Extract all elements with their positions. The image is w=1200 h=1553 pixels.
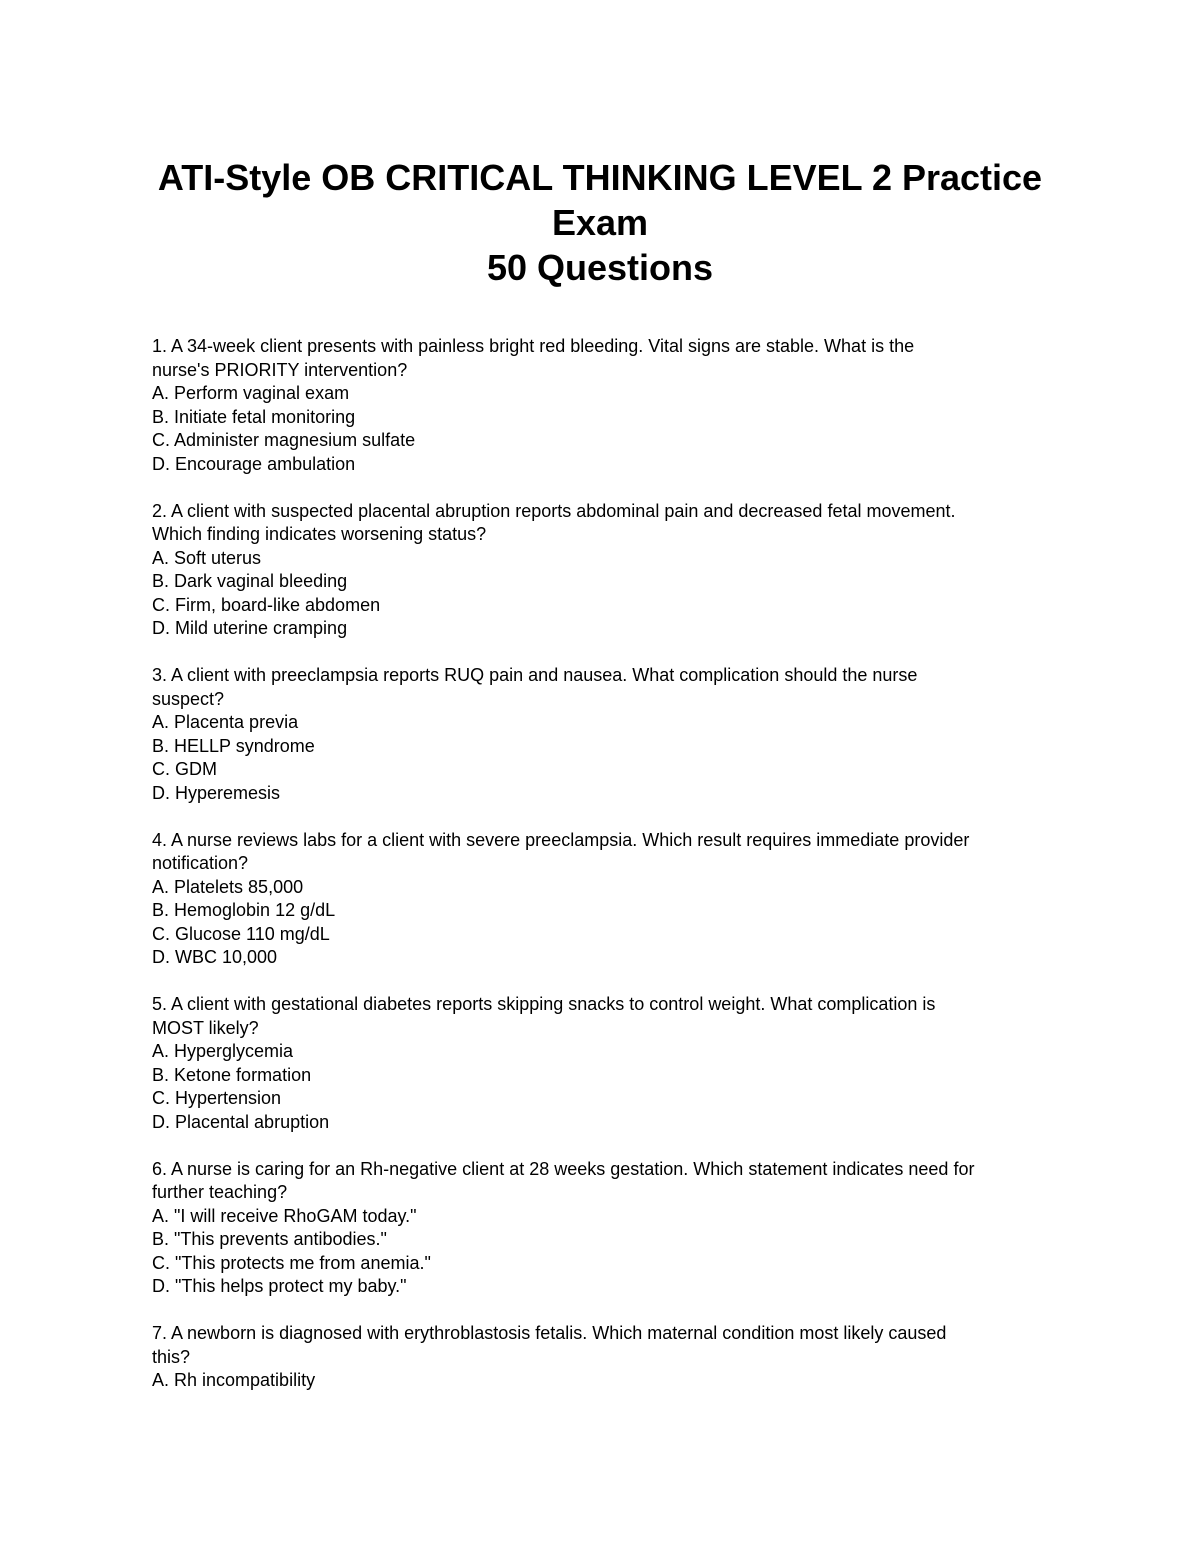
question-stem: 1. A 34-week client presents with painless bright red bleeding. Vital signs are stable. What is the <box>152 336 915 356</box>
question-1 <box>152 335 1072 476</box>
answer-option: B. HELLP syndrome <box>152 735 315 756</box>
question-stem: 6. A nurse is caring for an Rh-negative client at 28 weeks gestation. Which statement indicates need for <box>152 1158 975 1179</box>
answer-option: B. Hemoglobin 12 g/dL <box>152 900 336 920</box>
answer-option: A. "I will receive RhoGAM today." <box>152 1205 417 1226</box>
question-3 <box>152 664 1072 805</box>
title-line: ATI-Style OB CRITICAL THINKING LEVEL 2 Practice <box>157 157 1043 198</box>
answer-option: C. Firm, board-like abdomen <box>152 594 381 615</box>
question-stem: nurse's PRIORITY intervention? <box>152 359 408 380</box>
answer-option: C. Hypertension <box>152 1088 282 1108</box>
answer-option: C. Administer magnesium sulfate <box>152 430 416 450</box>
answer-option: A. Rh incompatibility <box>152 1370 316 1390</box>
answer-option: A. Platelets 85,000 <box>152 876 304 897</box>
answer-option: B. Dark vaginal bleeding <box>152 571 348 591</box>
answer-option: D. "This helps protect my baby." <box>152 1276 407 1296</box>
answer-option: A. Hyperglycemia <box>152 1041 294 1061</box>
question-stem: further teaching? <box>152 1182 288 1202</box>
answer-option: B. "This prevents antibodies." <box>152 1229 387 1249</box>
question-stem: 2. A client with suspected placental abruption reports abdominal pain and decreased fetal movement. <box>152 500 956 521</box>
answer-option: C. "This protects me from anemia." <box>152 1252 431 1273</box>
question-stem: this? <box>152 1346 191 1367</box>
question-4 <box>152 829 1072 970</box>
answer-option: D. Encourage ambulation <box>152 453 356 474</box>
title-line: 50 Questions <box>486 247 714 288</box>
question-stem: MOST likely? <box>152 1017 259 1038</box>
answer-option: A. Soft uterus <box>152 547 262 568</box>
question-stem: Which finding indicates worsening status? <box>152 524 487 544</box>
question-stem: 5. A client with gestational diabetes reports skipping snacks to control weight. What complication is <box>152 994 936 1014</box>
question-2 <box>152 500 1072 641</box>
answer-option: C. Glucose 110 mg/dL <box>152 923 330 944</box>
question-5 <box>152 993 1072 1134</box>
answer-option: D. Hyperemesis <box>152 782 281 803</box>
question-6 <box>152 1158 1072 1299</box>
title-line: Exam <box>551 202 649 243</box>
question-stem: suspect? <box>152 688 225 709</box>
question-stem: 7. A newborn is diagnosed with erythroblastosis fetalis. Which maternal condition most likely caused <box>152 1323 947 1343</box>
question-stem: 3. A client with preeclampsia reports RUQ pain and nausea. What complication should the nurse <box>152 665 918 685</box>
answer-option: C. GDM <box>152 759 217 779</box>
answer-option: D. WBC 10,000 <box>152 947 278 967</box>
question-list <box>152 335 1072 1416</box>
question-7 <box>152 1322 1072 1393</box>
answer-option: B. Ketone formation <box>152 1064 312 1085</box>
answer-option: A. Placenta previa <box>152 712 299 732</box>
question-stem: 4. A nurse reviews labs for a client with severe preeclampsia. Which result requires immediate provider <box>152 829 970 850</box>
question-stem: notification? <box>152 853 249 873</box>
answer-option: A. Perform vaginal exam <box>152 383 350 403</box>
document-title <box>0 155 1200 290</box>
answer-option: B. Initiate fetal monitoring <box>152 406 356 427</box>
answer-option: D. Placental abruption <box>152 1111 330 1132</box>
answer-option: D. Mild uterine cramping <box>152 618 348 638</box>
